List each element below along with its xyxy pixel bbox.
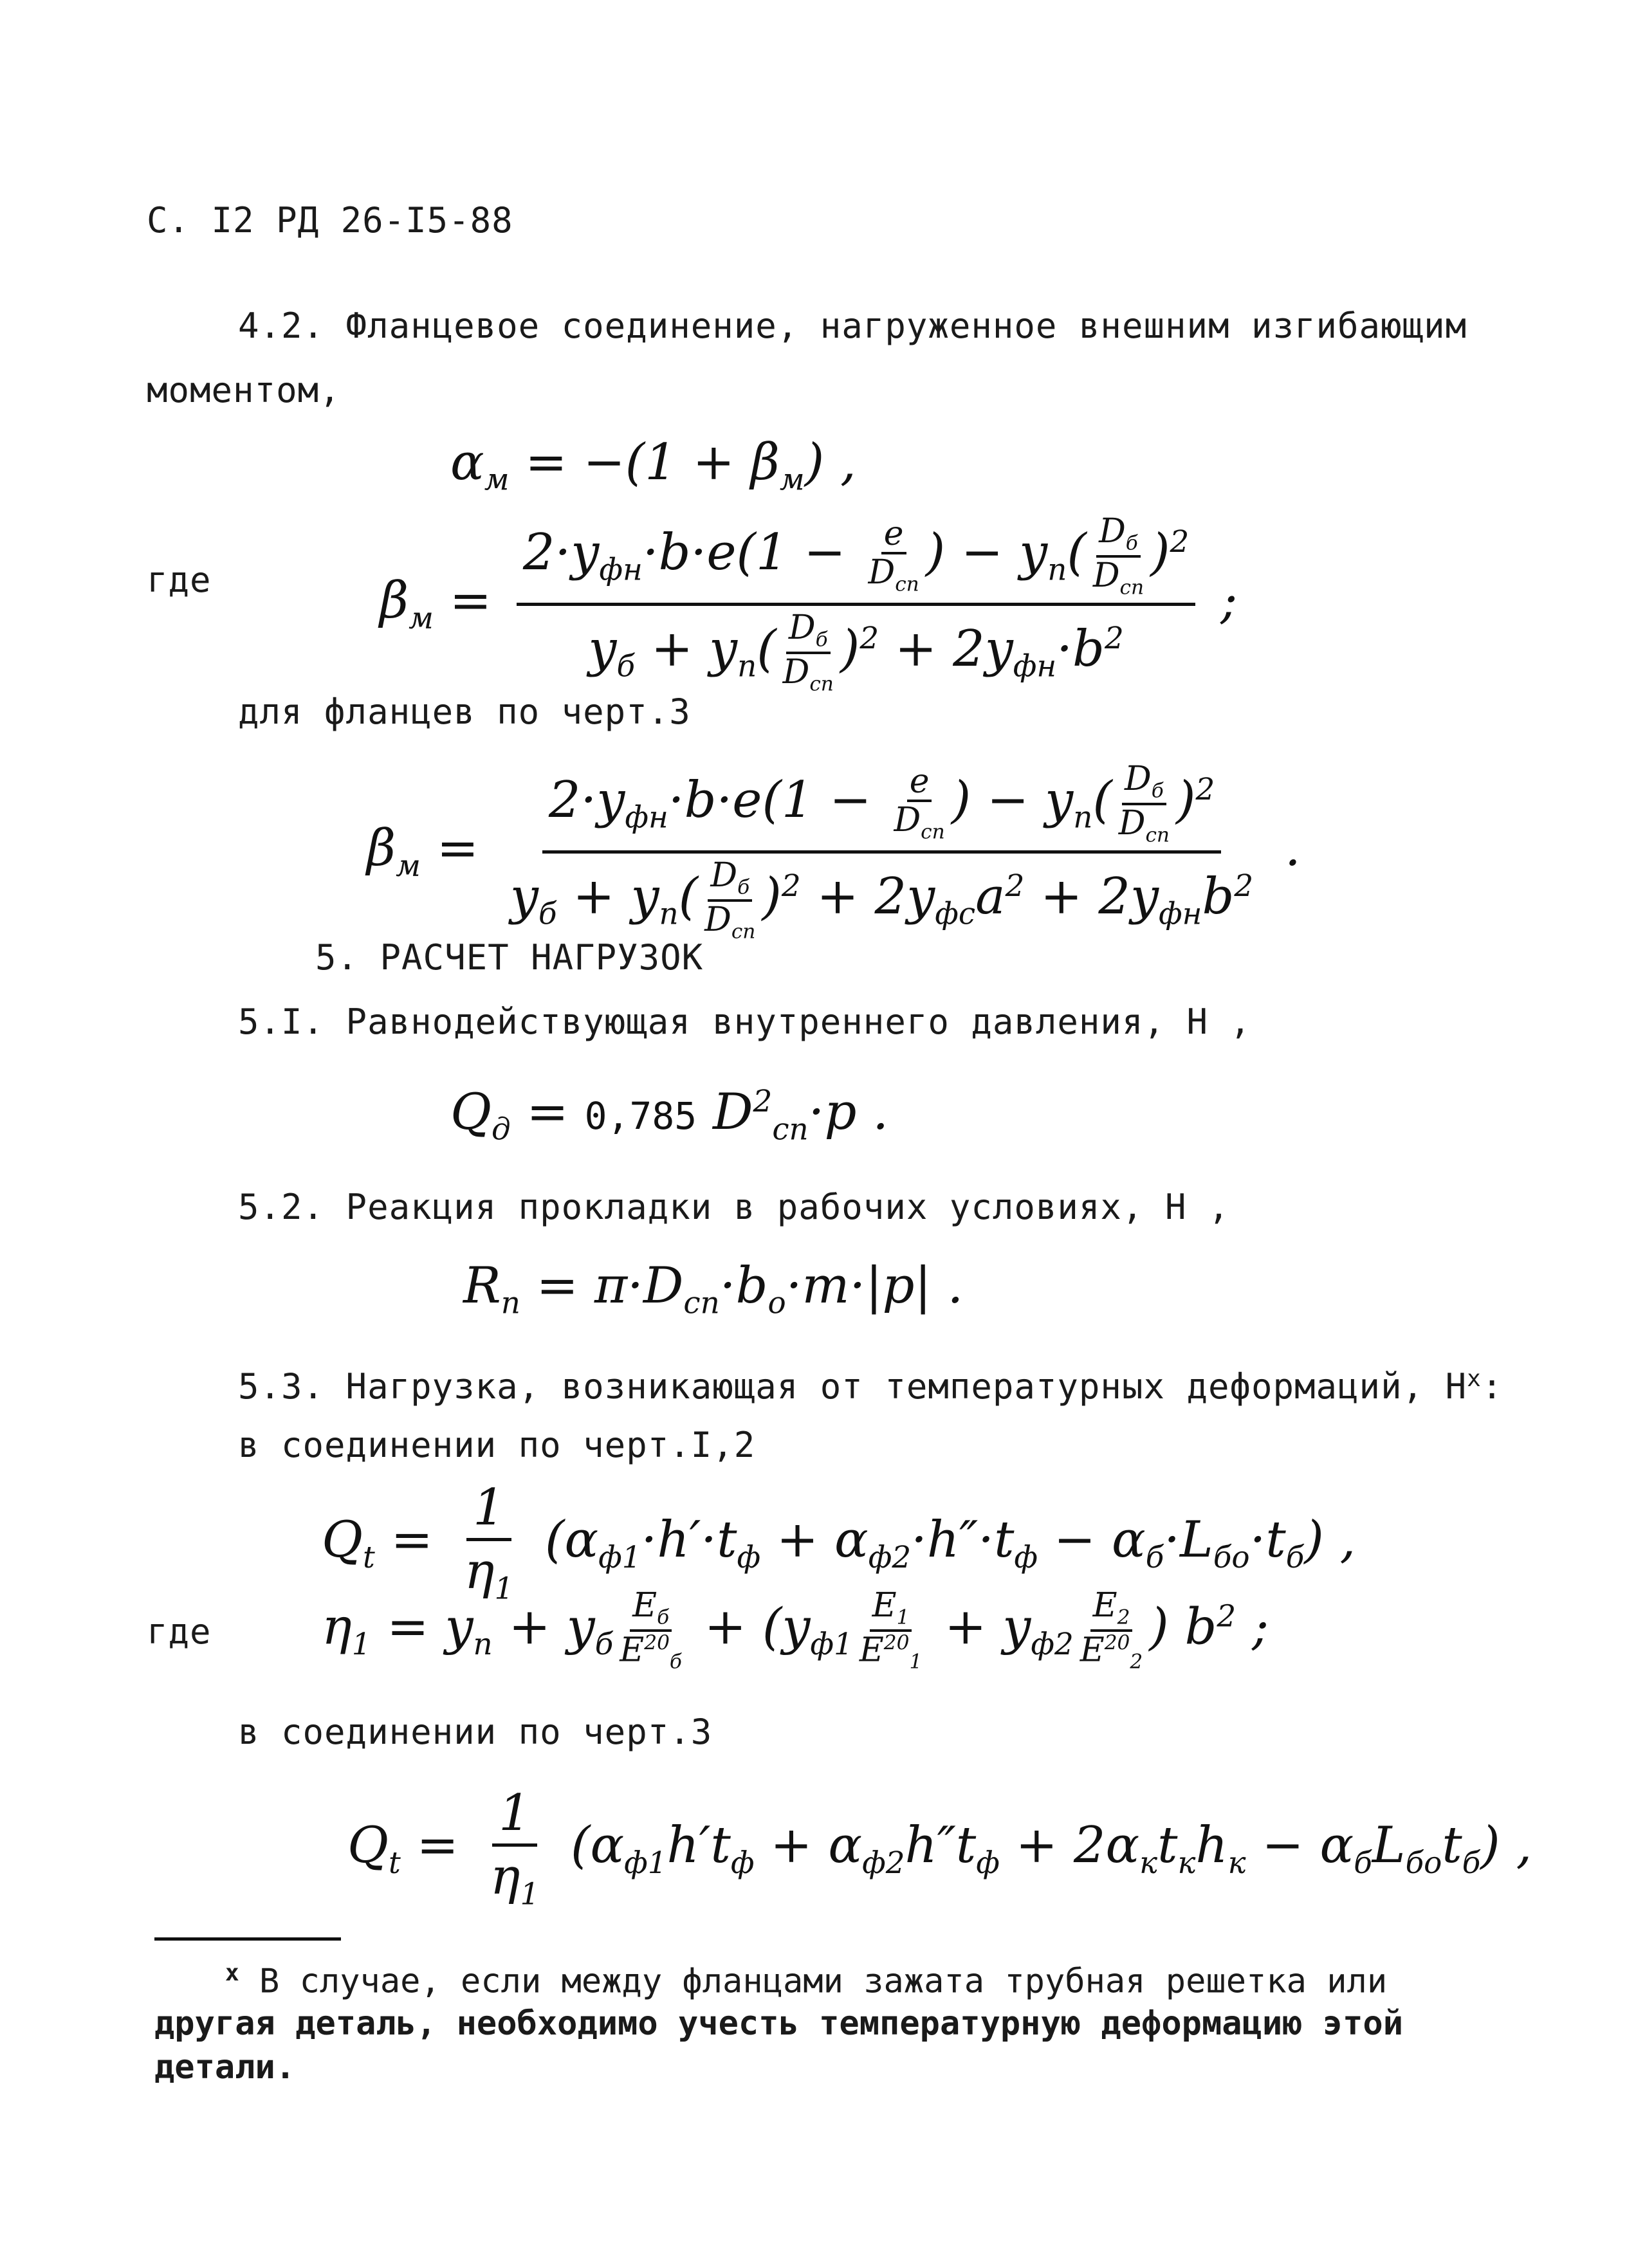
- section-5-title: 5. РАСЧЕТ НАГРУЗОК: [315, 937, 704, 978]
- for-flanges-label: для фланцев по черт.3: [238, 691, 691, 732]
- formula-alpha-m: $\alpha_м = -(1 + \beta_м)$ ,: [450, 434, 856, 498]
- connection-1-2-label: в соединении по черт.I,2: [238, 1425, 756, 1465]
- item-5-3-end: :: [1481, 1366, 1503, 1407]
- item-5-1: 5.I. Равнодействующая внутреннего давления, Н ,: [238, 1001, 1252, 1042]
- footnote-line1: [225, 1960, 1388, 2001]
- connection-3-label: в соединении по черт.3: [238, 1712, 713, 1752]
- footnote-line2: другая деталь, необходимо учесть температурную деформацию этой: [154, 2004, 1404, 2043]
- item-5-3-text: 5.3. Нагрузка, возникающая от температурных деформаций, Н: [238, 1366, 1467, 1407]
- page-header: С. I2 РД 26-I5-88: [147, 200, 513, 241]
- item-5-3-sup: х: [1467, 1366, 1482, 1392]
- item-5-2: 5.2. Реакция прокладки в рабочих условиях, Н ,: [238, 1187, 1230, 1227]
- formula-q-t-1: $Q_t$ = $\frac{1}{\eta_1}$ $(\alpha_{ф1}\cdot h'\cdot t_ф + \alpha_{ф2}\cdot h''\cdot t_ф - \alpha_б\cdot L_{бо}\cdot t_б)$ ,: [322, 1479, 1356, 1607]
- footnote-line1-text: В случае, если между фланцами зажата трубная решетка или: [239, 1962, 1388, 2001]
- item-5-3: [238, 1366, 1503, 1407]
- formula-q-t-2: $Q_t$ = $\frac{1}{\eta_1}$ $(\alpha_{ф1}h't_ф + \alpha_{ф2}h''t_ф + 2\alpha_кt_кh_к - \alpha_бL_{бо}t_б)$ ,: [347, 1784, 1532, 1912]
- formula-eta-1: $\eta_1 = y_п + y_б$ $\frac{E_б}{E^{20}_б}$ + ($y_{ф1}$ $\frac{E_1}{E^{20}_1}$ + $y_{ф2}$ $\frac{E_2}{E^{20}_2}$ ) $b^2$ ;: [322, 1586, 1269, 1674]
- formula-q-d: $Q_д = 0,785$ $D^2_{сп}\cdot p$ .: [450, 1083, 888, 1148]
- footnote-line3: детали.: [154, 2048, 296, 2087]
- footnote-rule: [154, 1937, 341, 1941]
- where-label-2: где: [147, 1611, 212, 1652]
- section-4-2-line1: 4.2. Фланцевое соединение, нагруженное внешним изгибающим: [238, 306, 1467, 346]
- where-label-1: где: [147, 560, 212, 600]
- formula-r-p: $R_п = \pi\cdot D_{сп}\cdot b_о\cdot m\cdot|p|$ .: [463, 1257, 964, 1321]
- formula-beta-m-1: $\beta_м$ = $2\cdot y_{фн}\cdot b\cdot e(1$ − $\frac{e}{D_{сп}}$ ) − $y_п$( $\frac{D_б}{D_{сп}}$ )$^2$ $y_б + y_п$( $\frac{D_б}{D_{сп}}$ )$^2 + 2y_{фн}\cdot b^2$ ;: [380, 512, 1238, 696]
- section-4-2-line2: моментом,: [147, 370, 341, 410]
- footnote-mark: х: [225, 1960, 239, 1986]
- formula-beta-m-2: $\beta_м$ = $2\cdot y_{фн}\cdot b\cdot e(1$ − $\frac{e}{D_{сп}}$ ) − $y_п$( $\frac{D_б}{D_{сп}}$ )$^2$ $y_б + y_п$( $\frac{D_б}{D_{сп}}$ )$^2 + 2y_{фс}a^2 + 2y_{фн}b^2$ .: [367, 760, 1301, 944]
